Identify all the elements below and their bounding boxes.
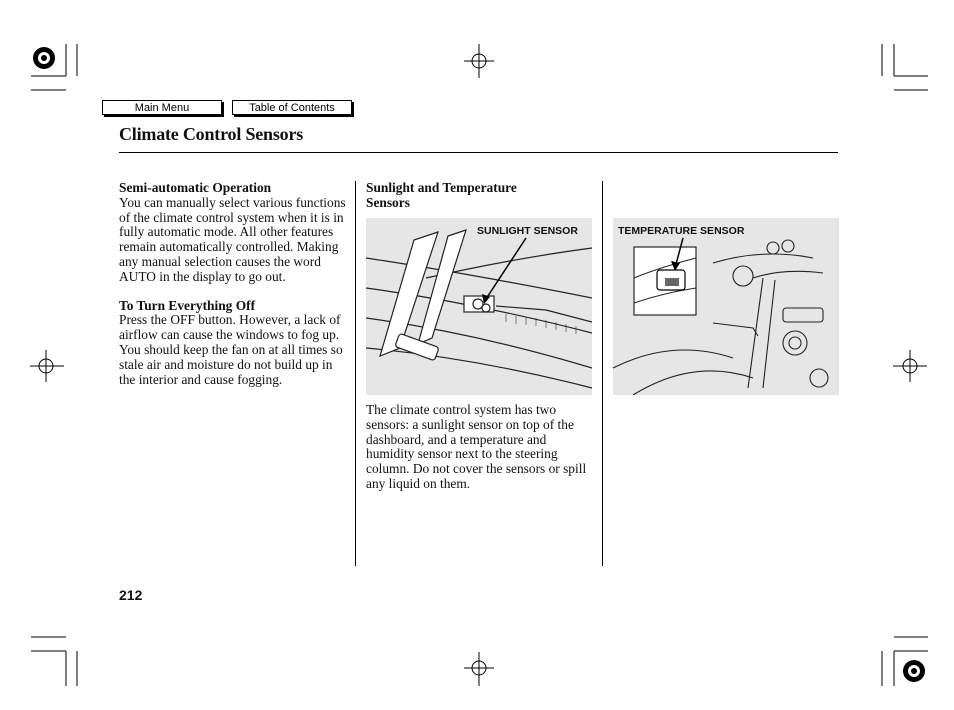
column-divider-1	[355, 181, 356, 566]
main-menu-button[interactable]: Main Menu	[102, 100, 222, 115]
title-rule	[119, 152, 838, 153]
semi-automatic-heading: Semi-automatic Operation	[119, 180, 272, 195]
steering-column-illustration	[613, 218, 839, 395]
dashboard-illustration	[366, 218, 592, 395]
temperature-sensor-label: TEMPERATURE SENSOR	[618, 225, 745, 237]
table-of-contents-button[interactable]: Table of Contents	[232, 100, 352, 115]
middle-column-body	[366, 403, 588, 492]
sunlight-sensor-figure	[366, 218, 592, 395]
turn-off-paragraph: Press the OFF button. However, a lack of airflow can cause the windows to fog up. You should keep the fan on at all times so stale air and moisture do not build up in the interior and cause fogging.	[119, 312, 343, 387]
sunlight-sensor-label: SUNLIGHT SENSOR	[477, 225, 578, 237]
middle-column-heading-block	[366, 181, 546, 211]
left-column	[119, 181, 349, 387]
column-divider-2	[602, 181, 603, 566]
sensors-description: The climate control system has two sensors: a sunlight sensor on top of the dashboard, and a temperature and humidity sensor next to the steering column. Do not cover the sensors or spill any liquid on them.	[366, 402, 587, 491]
page-title: Climate Control Sensors	[119, 124, 304, 144]
semi-automatic-paragraph: You can manually select various functions of the climate control system when it is in fully automatic mode. All other features remain automatically controlled. Making any manual selection causes the word AUTO in the display to go out.	[119, 194, 346, 284]
page-number: 212	[119, 587, 143, 603]
sensors-heading: Sunlight and Temperature Sensors	[366, 180, 517, 210]
temperature-sensor-figure	[613, 218, 839, 395]
turn-off-heading: To Turn Everything Off	[119, 297, 256, 313]
